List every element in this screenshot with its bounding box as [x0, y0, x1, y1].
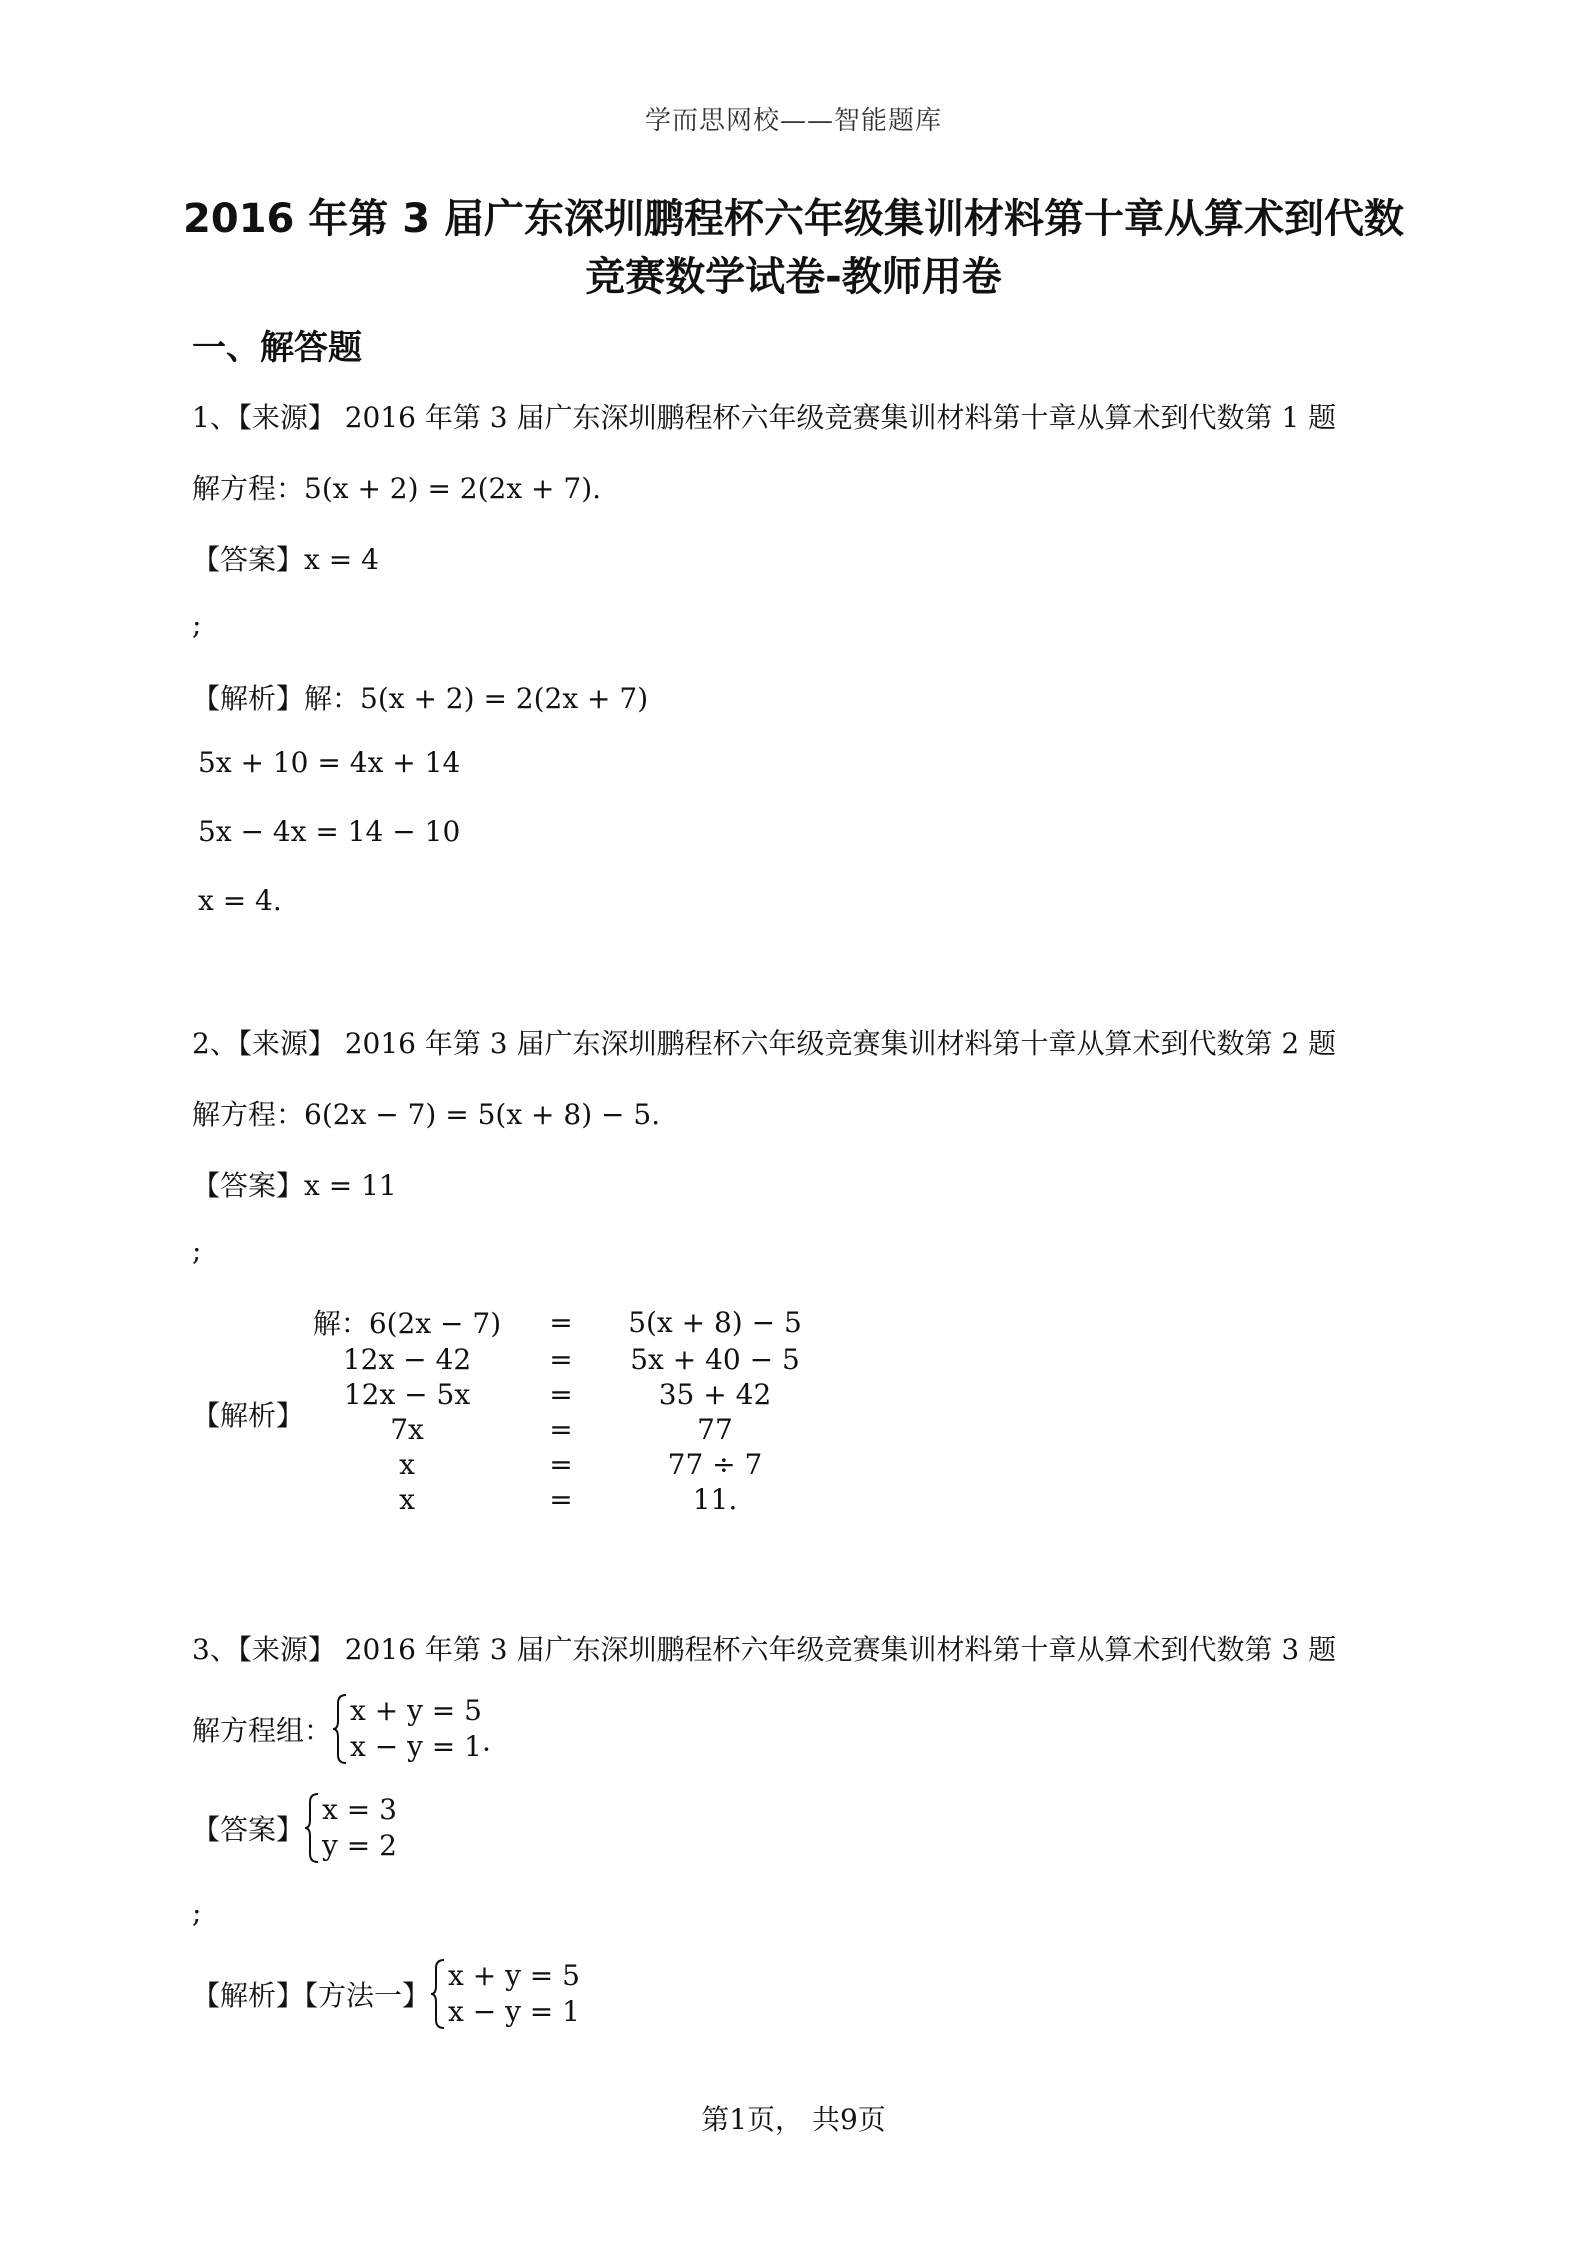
section-heading: 一、解答题 — [192, 328, 362, 368]
q1-analysis-label: 【解析】解： — [192, 682, 361, 715]
q1-analysis — [192, 677, 648, 717]
q3-prompt-end: . — [481, 1724, 491, 1758]
q3-prompt-label: 解方程组： — [192, 1714, 333, 1747]
q3-answer-eq-1: x = 3 — [322, 1793, 397, 1826]
q2-analysis-label: 【解析】 — [192, 1399, 305, 1432]
q3-prompt-eq-1: x + y = 5 — [350, 1694, 482, 1727]
brace-icon — [332, 1693, 348, 1765]
q2-row-2-left: 12x − 42 — [342, 1343, 472, 1376]
table-row — [300, 1342, 822, 1377]
q2-row-6-eq: = — [549, 1483, 573, 1516]
q1-answer-label: 【答案】 — [192, 543, 305, 576]
q1-step-3: x = 4. — [198, 884, 282, 917]
title-line-1: 2016 年第 3 届广东深圳鹏程杯六年级集训材料第十章从算术到代数 — [183, 196, 1404, 242]
brace-icon — [430, 1958, 446, 2030]
q2-row-2-right: 5x + 40 − 5 — [630, 1343, 800, 1376]
q2-row-4-left: 7x — [390, 1413, 424, 1446]
title-line-2: 竞赛数学试卷-教师用卷 — [585, 254, 1002, 300]
table-row — [300, 1447, 822, 1482]
table-row — [300, 1482, 822, 1517]
q3-analysis — [192, 1958, 580, 2030]
q1-answer — [192, 538, 379, 578]
brace-icon — [304, 1792, 320, 1864]
q1-analysis-math: 5(x + 2) = 2(2x + 7) — [360, 682, 649, 715]
q1-source: 1、【来源】 2016 年第 3 届广东深圳鹏程杯六年级竞赛集训材料第十章从算术到代数第 1 题 — [192, 401, 1337, 434]
q2-row-3-eq: = — [549, 1378, 573, 1411]
q2-row-1-eq: = — [549, 1305, 573, 1339]
q1-step-1: 5x + 10 = 4x + 14 — [198, 746, 461, 779]
q1-prompt-math: 5(x + 2) = 2(2x + 7). — [304, 472, 602, 505]
q2-row-6-right: 11. — [692, 1483, 738, 1516]
q3-answer — [192, 1792, 397, 1864]
q3-prompt-eq-2: x − y = 1 — [350, 1730, 482, 1763]
q2-row-5-eq: = — [549, 1448, 573, 1481]
q2-row-1-left: 解：6(2x − 7) — [312, 1307, 502, 1340]
table-row — [300, 1302, 822, 1342]
q3-answer-label: 【答案】 — [192, 1813, 305, 1846]
table-row — [300, 1377, 822, 1412]
q2-row-6-left: x — [399, 1483, 415, 1516]
q3-prompt-system — [332, 1693, 482, 1765]
q2-row-4-eq: = — [549, 1413, 573, 1446]
q2-row-3-left: 12x − 5x — [343, 1378, 471, 1411]
q3-answer-system — [304, 1792, 397, 1864]
q2-row-1-right: 5(x + 8) − 5 — [628, 1305, 802, 1339]
q2-row-2-eq: = — [549, 1343, 573, 1376]
q1-semicolon: ; — [192, 608, 202, 641]
q3-source: 3、【来源】 2016 年第 3 届广东深圳鹏程杯六年级竞赛集训材料第十章从算术到代数第 3 题 — [192, 1633, 1337, 1666]
q3-prompt — [192, 1693, 491, 1765]
q1-answer-math: x = 4 — [304, 543, 379, 576]
q3-answer-eq-2: y = 2 — [322, 1829, 397, 1862]
q3-semicolon: ; — [192, 1896, 202, 1929]
q2-semicolon: ; — [192, 1234, 202, 1267]
q2-prompt-label: 解方程： — [192, 1098, 305, 1131]
q2-row-5-left: x — [399, 1448, 415, 1481]
q2-prompt — [192, 1093, 660, 1133]
q1-prompt-label: 解方程： — [192, 472, 305, 505]
q2-source: 2、【来源】 2016 年第 3 届广东深圳鹏程杯六年级竞赛集训材料第十章从算术到代数第 2 题 — [192, 1027, 1337, 1060]
q3-analysis-eq-1: x + y = 5 — [448, 1959, 580, 1992]
q1-prompt — [192, 467, 601, 507]
q2-row-3-right: 35 + 42 — [658, 1378, 772, 1411]
page-footer: 第1页， 共9页 — [701, 2103, 886, 2136]
q2-solution-table — [300, 1302, 822, 1517]
page-header: 学而思网校——智能题库 — [644, 106, 942, 136]
table-row — [300, 1412, 822, 1447]
q3-analysis-eq-2: x − y = 1 — [448, 1995, 580, 2028]
q2-row-5-right: 77 ÷ 7 — [667, 1448, 763, 1481]
q2-answer-math: x = 11 — [304, 1169, 397, 1202]
q1-step-2: 5x − 4x = 14 − 10 — [198, 815, 461, 848]
q2-row-4-right: 77 — [697, 1413, 733, 1446]
document-title — [150, 190, 1437, 306]
q3-analysis-label: 【解析】【方法一】 — [192, 1979, 431, 2012]
q3-analysis-system — [430, 1958, 580, 2030]
q2-answer — [192, 1164, 397, 1204]
q2-answer-label: 【答案】 — [192, 1169, 305, 1202]
q2-prompt-math: 6(2x − 7) = 5(x + 8) − 5. — [304, 1098, 661, 1131]
